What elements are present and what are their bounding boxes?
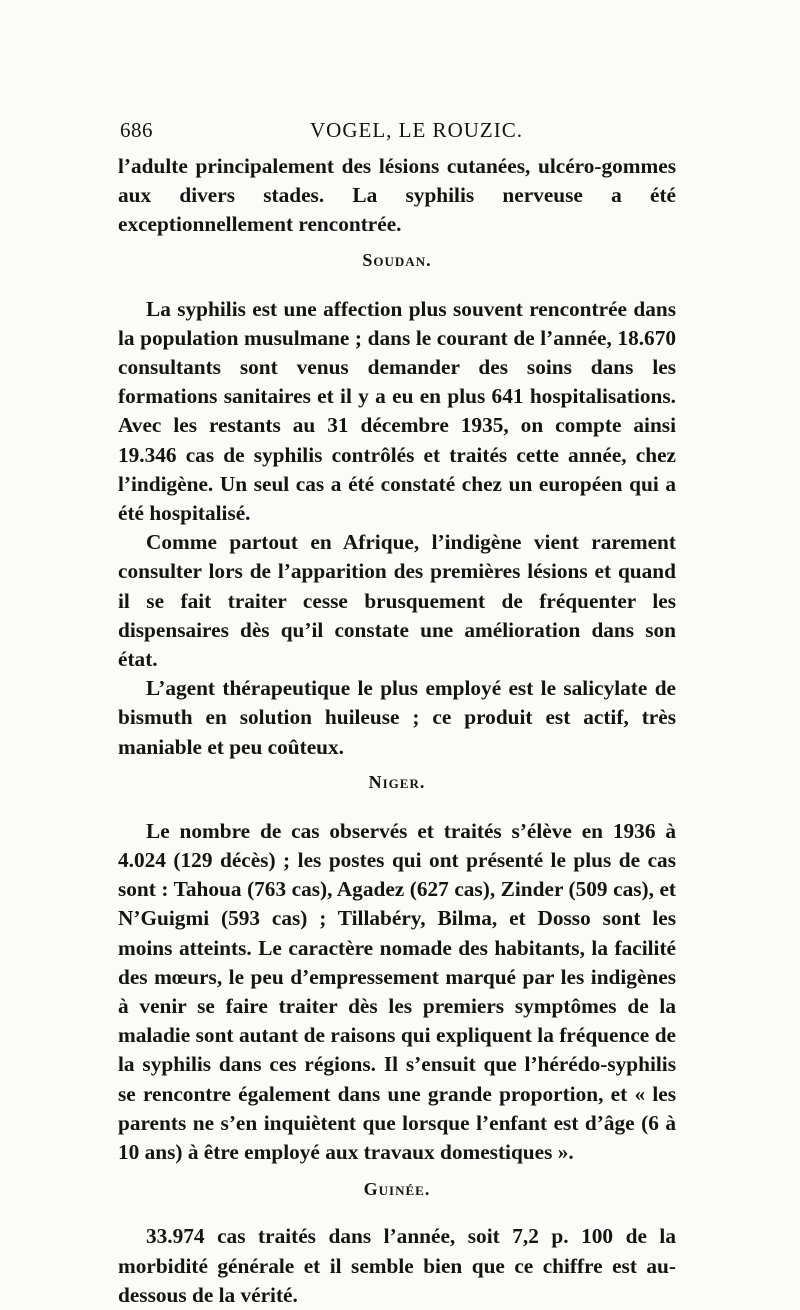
- soudan-paragraph-2: Comme partout en Afrique, l’indigène vient rarement consulter lors de l’apparition des premières lésions et quand il se fait traiter cesse brusquement de fréquenter les dispensaires dès qu’il constate une amélioration dans son état.: [118, 530, 676, 672]
- niger-paragraph-1: Le nombre de cas observés et traités s’élève en 1936 à 4.024 (129 décès) ; les postes qui ont présenté le plus de cas sont : Tahoua (763 cas), Agadez (627 cas), Zinder (509 cas), et N’Guigmi (593 cas) ; Tillabéry, Bilma, et Dosso sont les moins atteints. Le caractère nomade des habitants, la facilité des mœurs, le peu d’empressement marqué par les indigènes à venir se faire traiter dès les premiers symptômes de la maladie sont autant de raisons qui expliquent la fréquence de la syphilis dans ces régions. Il s’ensuit que l’hérédo-syphilis se rencontre également dans une grande proportion, et « les parents ne s’en inquiètent que lorsque l’enfant est d’âge (6 à 10 ans) à être employé aux travaux domestiques ».: [118, 818, 676, 1165]
- document-page: [118, 112, 676, 1310]
- page-number: 686: [120, 118, 153, 142]
- guinee-paragraph-1: 33.974 cas traités dans l’année, soit 7,2 p. 100 de la morbidité générale et il semble bien que ce chiffre est au-dessous de la vérité.: [118, 1224, 676, 1307]
- section-title-niger: Niger.: [368, 771, 426, 792]
- running-header: [118, 112, 676, 152]
- soudan-paragraph-3: L’agent thérapeutique le plus employé est le salicylate de bismuth en solution huileuse ; ce produit est actif, très maniable et peu coûteux.: [118, 676, 676, 759]
- section-title-soudan: Soudan.: [362, 249, 432, 270]
- running-title: VOGEL, LE ROUZIC.: [310, 118, 523, 142]
- intro-paragraph: l’adulte principalement des lésions cutanées, ulcéro-gommes aux divers stades. La syphilis nerveuse a été exceptionnellement rencontrée.: [118, 154, 676, 237]
- soudan-paragraph-1: La syphilis est une affection plus souvent rencontrée dans la population musulmane ; dans le courant de l’année, 18.670 consultants sont venus demander des soins dans les formations sanitaires et il y a eu en plus 641 hospitalisations. Avec les restants au 31 décembre 1935, on compte ainsi 19.346 cas de syphilis contrôlés et traités cette année, chez l’indigène. Un seul cas a été constaté chez un européen qui a été hospitalisé.: [118, 296, 676, 526]
- section-title-guinee: Guinée.: [363, 1179, 431, 1200]
